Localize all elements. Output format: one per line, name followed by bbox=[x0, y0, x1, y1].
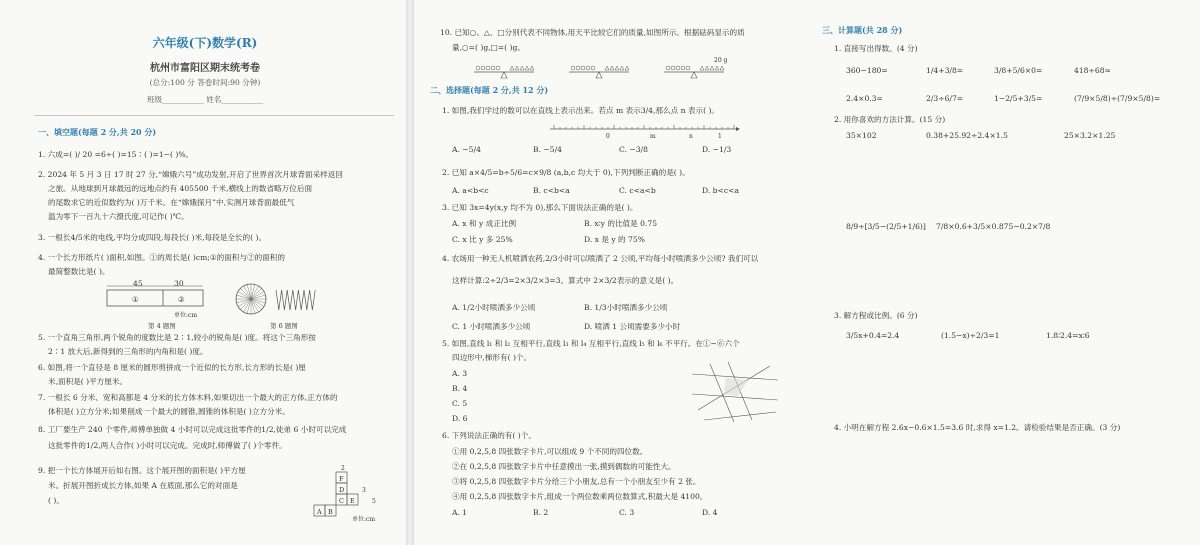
fig4-top-label-0: 45 bbox=[133, 279, 143, 288]
s2-q1: 1. 如图,我们学过的数可以在直线上表示出来。若点 m 表示3/4,那么点 n 表示( )。 bbox=[442, 106, 720, 115]
s2-q6-item-0: ①用 0,2,5,8 四张数字卡片,可以组成 9 个不同的四位数。 bbox=[452, 447, 648, 456]
s3-q2-r2-0: 8/9÷[3/5−(2/5+1/6)] bbox=[846, 222, 926, 231]
s1-line-8: 5. 一个直角三角形,两个锐角的度数比是 2∶1,较小的锐角是( )度。将这个三角形按 bbox=[38, 333, 316, 342]
s3-q1-r1-3: 418÷68≈ bbox=[1074, 66, 1111, 75]
s2-q1-opt-d: D. −1/3 bbox=[702, 145, 732, 154]
s3-q1-r2-1: 2/3÷6/7= bbox=[926, 94, 964, 103]
s3-q3: 3. 解方程或比例。(6 分) bbox=[834, 311, 918, 320]
box-net-diagram bbox=[312, 464, 382, 520]
s2-q5-line-0: 5. 如图,直线 l₁ 和 l₂ 互相平行,直线 l₃ 和 l₄ 互相平行,直线 l₅ 和 l₆ 不平行。在①~⑥六个 bbox=[442, 339, 740, 348]
s1-line-5: 3. 一根长4/5米的电线,平均分成四段,每段长( )米,每段是全长的( )。 bbox=[38, 233, 267, 242]
s2-q4-opt-b: B. 1/3小时喷洒多少公顷 bbox=[584, 303, 668, 312]
s1-line-17: 米。折展开图折成长方体,如果 A 在底面,那么它的对面是 bbox=[48, 481, 238, 490]
s1-line-18: ( )。 bbox=[48, 496, 64, 505]
nl-label-m: m bbox=[650, 133, 656, 140]
page-column-right bbox=[808, 0, 1200, 545]
s2-q4-opt-d: D. 喷洒 1 公顷需要多少小时 bbox=[584, 322, 681, 331]
s3-q2-r1-0: 35×102 bbox=[846, 131, 877, 140]
header-divider bbox=[34, 115, 394, 116]
fig4-mark-1: ② bbox=[178, 295, 185, 304]
s2-q3: 3. 已知 3x=4y(x,y 均不为 0),那么下面说法正确的是( )。 bbox=[442, 203, 638, 212]
s1-line-3: 的尾数求它的近似数约为( )万千米。在“嫦娥探月”中,实测月球背面最低气 bbox=[48, 198, 295, 207]
s3-q2-r1-1: 0.38+25.92÷2.4×1.5 bbox=[926, 131, 1008, 140]
s2-q5-line-1: 四边形中,梯形有( )个。 bbox=[452, 353, 532, 362]
s3-q1-r2-0: 2.4×0.3= bbox=[846, 94, 883, 103]
s1-line-10: 6. 如图,将一个直径是 8 厘米的圆形剪拼成一个近似的长方形,长方形的长是( )厘 bbox=[38, 363, 306, 372]
s2-q6-item-2: ③将 0,2,5,8 四张数字卡片分给三个小朋友,总有一个小朋友至少有 2 张。 bbox=[452, 477, 701, 486]
net-dim-2: 5 bbox=[372, 498, 376, 505]
s2-q2-opt-d: D. b<c<a bbox=[702, 186, 740, 195]
s3-q3-1: (1.5−x)÷2/3=1 bbox=[941, 331, 1000, 340]
s2-q1-opt-a: A. −5/4 bbox=[452, 145, 481, 154]
s3-q4: 4. 小明在解方程 2.6x−0.6×1.5=3.6 时,求得 x=1.2。请检验结果是否正确。(3 分) bbox=[834, 423, 1121, 432]
s3-q1-r1-0: 360−180= bbox=[846, 66, 888, 75]
s2-q6-opt-d: D. 4 bbox=[702, 508, 718, 517]
s3-q3-0: 3/5x+0.4=2.4 bbox=[846, 331, 900, 340]
parallel-lines-figure bbox=[690, 360, 782, 426]
s1-line-16: 9. 把一个长方体展开后如右图。这个展开图的面积是( )平方厘 bbox=[38, 466, 246, 475]
s3-q1-r1-1: 1/4+3/8= bbox=[926, 66, 964, 75]
s2-q6-opt-b: B. 2 bbox=[533, 508, 549, 517]
s2-q5-opt-a: A. 3 bbox=[452, 369, 468, 378]
s2-q6: 6. 下列说法正确的有( )个。 bbox=[442, 431, 536, 440]
net-label-c: C bbox=[339, 497, 344, 505]
nl-label-0: 0 bbox=[606, 133, 610, 140]
s2-q6-opt-c: C. 3 bbox=[619, 508, 635, 517]
s3-q1-r2-2: 1−2/5+3/5= bbox=[994, 94, 1043, 103]
s1-line-2: 之旅。从地球到月球最远的远地点约有 405500 千米,横线上的数省略万位后面 bbox=[48, 184, 313, 193]
figure-6-circle-cut bbox=[232, 280, 322, 320]
exam-meta: (总分:100 分 答卷时间:90 分钟) bbox=[149, 78, 261, 87]
number-line bbox=[550, 120, 740, 142]
s2-q5-opt-c: C. 5 bbox=[452, 399, 468, 408]
s2-q4-line-1: 这样计算:2÷2/3=2×3/2×3=3。算式中 2×3/2表示的意义是( )。 bbox=[452, 276, 679, 285]
s1-line-1: 2. 2024 年 5 月 3 日 17 时 27 分,“嫦娥六号”成功发射,开启了世界首次月球背面采样返回 bbox=[38, 170, 343, 179]
s2-q4-line-0: 4. 农场用一种无人机喷洒农药,2/3小时可以喷洒了 2 公顷,平均每小时喷洒多少公顷? 我们可以 bbox=[442, 254, 759, 263]
balance-scales bbox=[474, 56, 774, 82]
fig4-top-label-1: 30 bbox=[174, 279, 184, 288]
s2-q3-opt-d: D. x 是 y 的 75% bbox=[584, 235, 645, 244]
net-label-e: E bbox=[350, 497, 355, 505]
s2-q2-opt-b: B. c<b<a bbox=[533, 186, 570, 195]
s2-q2: 2. 已知 a×4/5=b÷5/6=c×9/8 (a,b,c 均大于 0),下列判断正确的是( )。 bbox=[442, 168, 690, 177]
s1-line-11: 米,面积是( )平方厘米。 bbox=[48, 377, 128, 386]
s3-q1: 1. 直接写出得数。(4 分) bbox=[834, 44, 918, 53]
q10-line-1: 量,○=( )g,□=( )g。 bbox=[452, 43, 525, 52]
s3-q2: 2. 用你喜欢的方法计算。(15 分) bbox=[834, 115, 946, 124]
section2-heading: 二、选择题(每题 2 分,共 12 分) bbox=[430, 85, 549, 95]
net-dim-0: 2 bbox=[341, 465, 345, 472]
s1-line-14: 8. 工厂要生产 240 个零件,师傅单独做 4 小时可以完成这批零件的1/2,徒弟 6 小时可以完成 bbox=[38, 425, 347, 434]
fig4-unit: 单位:cm bbox=[174, 312, 198, 319]
s2-q3-opt-a: A. x 和 y 成正比例 bbox=[452, 219, 517, 228]
fig4-mark-0: ① bbox=[132, 295, 139, 304]
s1-line-6: 4. 一个长方形纸片( )面积,如图。①的周长是( )cm;①的面积与②的面积的 bbox=[38, 253, 286, 262]
section1-heading: 一、填空题(每题 2 分,共 20 分) bbox=[38, 127, 157, 137]
s3-q1-r1-2: 3/8+5/6×0= bbox=[994, 66, 1043, 75]
nl-label-1: 1 bbox=[718, 133, 722, 140]
s2-q6-item-1: ②在 0,2,5,8 四张数字卡片中任意摸出一张,摸到偶数的可能性大。 bbox=[452, 462, 676, 471]
s2-q4-opt-c: C. 1 小时喷洒多少公顷 bbox=[452, 322, 531, 331]
s2-q1-opt-b: B. −5/4 bbox=[533, 145, 562, 154]
s1-line-15: 这批零件的1/2,两人合作( )小时可以完成。完成时,师傅做了( )个零件。 bbox=[48, 441, 287, 450]
s2-q3-opt-b: B. x∶y 的比值是 0.75 bbox=[584, 219, 658, 228]
q10-line-0: 10. 已知○、△、□分别代表不同物体,用天平比较它们的质量,如图所示。根据砝码显示的质 bbox=[440, 28, 745, 37]
s2-q1-opt-c: C. −3/8 bbox=[619, 145, 648, 154]
net-label-b: B bbox=[328, 508, 333, 516]
s1-line-7: 最简整数比是( )。 bbox=[48, 267, 110, 276]
s2-q6-opt-a: A. 1 bbox=[452, 508, 468, 517]
s2-q6-item-3: ④用 0,2,5,8 四张数字卡片,组成一个两位数乘两位数算式,积最大是 4100。 bbox=[452, 492, 708, 501]
exam-subtitle: 杭州市富阳区期末统考卷 bbox=[150, 63, 260, 74]
s1-line-12: 7. 一根长 6 分米、宽和高都是 4 分米的长方体木料,如果切出一个最大的正方体,正方体的 bbox=[38, 393, 338, 402]
fig4-caption: 第 4 题图 bbox=[148, 322, 176, 330]
s2-q2-opt-a: A. a<b<c bbox=[452, 186, 489, 195]
net-dim-1: 3 bbox=[362, 487, 366, 494]
exam-title: 六年级(下)数学(R) bbox=[152, 36, 258, 50]
s3-q1-r2-3: (7/9×5/8)÷(7/9×5/8)= bbox=[1074, 94, 1161, 103]
net-label-f: F bbox=[339, 475, 344, 483]
s2-q2-opt-c: C. c<a<b bbox=[619, 186, 656, 195]
s2-q4-opt-a: A. 1/2小时喷洒多少公顷 bbox=[452, 303, 536, 312]
fig6-caption: 第 6 题图 bbox=[270, 322, 298, 330]
s1-line-4: 温为零下一百九十六摄氏度,可记作( )℃。 bbox=[48, 212, 189, 221]
net-label-d: D bbox=[339, 486, 345, 494]
s3-q2-r1-2: 25×3.2×1.25 bbox=[1064, 131, 1116, 140]
s3-q2-r2-1: 7/8×0.6+3/5×0.875−0.2×7/8 bbox=[936, 222, 1051, 231]
nl-label-n: n bbox=[689, 133, 693, 140]
s2-q5-opt-b: B. 4 bbox=[452, 384, 468, 393]
section3-heading: 三、计算题(共 28 分) bbox=[822, 25, 903, 35]
s2-q5-opt-d: D. 6 bbox=[452, 414, 468, 423]
net-unit: 单位:cm bbox=[352, 516, 376, 523]
s2-q3-opt-c: C. x 比 y 多 25% bbox=[452, 235, 513, 244]
s1-line-0: 1. 六成=( )/ 20 =6÷( )=15∶( )=1−( )%。 bbox=[38, 150, 194, 159]
s1-line-9: 2∶1 放大后,新得到的三角形的内角和是( )度。 bbox=[48, 347, 208, 356]
student-fields: 班级___________ 姓名___________ bbox=[146, 95, 264, 104]
s1-line-13: 体积是( )立方分米;如果削成一个最大的圆锥,圆锥的体积是( )立方分米。 bbox=[48, 407, 290, 416]
weight-label: 20 g bbox=[714, 57, 728, 64]
net-label-a: A bbox=[317, 508, 322, 516]
s3-q3-2: 1.8∶2.4=x∶6 bbox=[1046, 331, 1090, 340]
